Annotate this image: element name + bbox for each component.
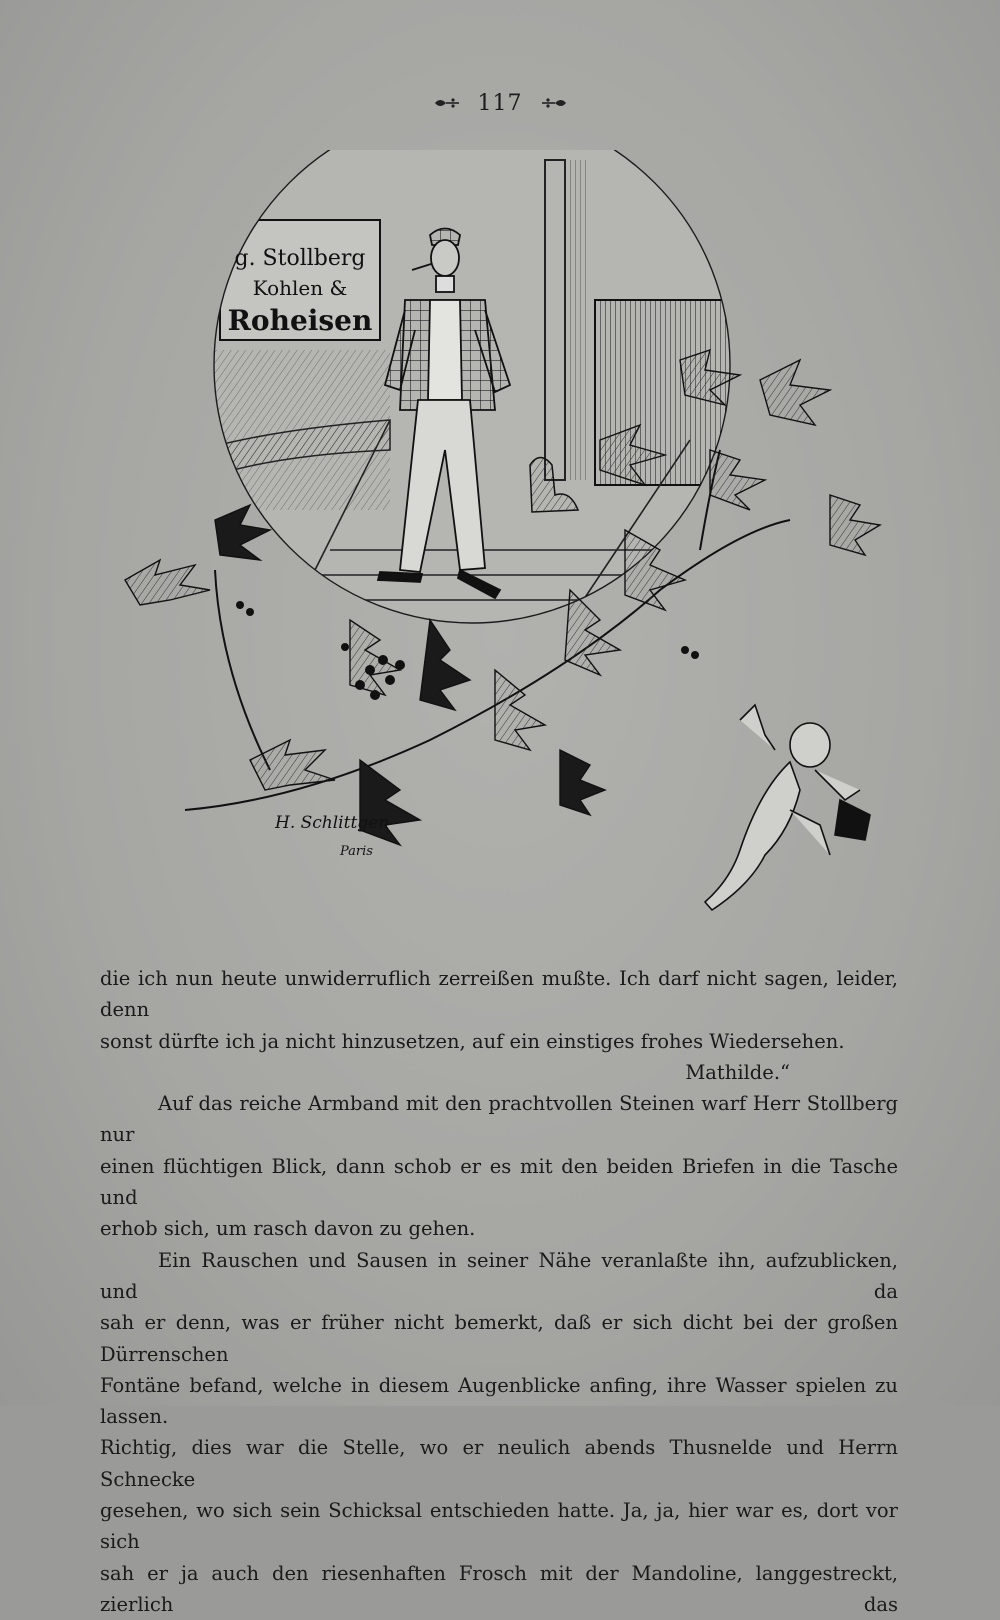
right-ornament-icon [541,96,567,110]
text-line: die ich nun heute unwiderruflich zerreißen mußte. Ich darf nicht sagen, leider, denn [100,967,898,1022]
paragraph-line: erhob sich, um rasch davon zu gehen. [100,1217,476,1241]
page-header [0,86,1000,120]
paragraph-line: Auf das reiche Armband mit den prachtvollen Steinen warf Herr Stollberg nur [100,1092,898,1147]
engraving-illustration [100,150,900,940]
paragraph-line: gesehen, wo sich sein Schicksal entschieden hatte. Ja, ja, hier war es, dort vor sich [100,1499,898,1554]
artist-city: Paris [340,844,373,859]
paragraph-line: Richtig, dies war die Stelle, wo er neulich abends Thusnelde und Herrn Schnecke [100,1436,898,1491]
text-line: sonst dürfte ich ja nicht hinzusetzen, auf ein einstiges frohes Wiedersehen. [100,1029,845,1053]
artist-name: H. Schlittgen [275,813,390,833]
paragraph-line: Fontäne befand, welche in diesem Augenblicke anfing, ihre Wasser spielen zu lassen. [100,1373,898,1429]
cherub-figure [705,705,870,910]
artist-signature [274,813,389,859]
sign-line-2: Kohlen & [252,276,348,300]
letter-signature: Mathilde.“ [685,1060,790,1084]
sign-line-1: g. Stollberg [234,246,366,271]
page-number: 117 [477,90,523,116]
paragraph-line: einen flüchtigen Blick, dann schob er es mit den beiden Briefen in die Tasche und [100,1154,898,1210]
left-ornament-icon [434,96,460,110]
page-body-text [100,963,898,1620]
paragraph-line: sah er denn, was er früher nicht bemerkt, daß er sich dicht bei der großen Dürrenschen [100,1311,898,1366]
paragraph-line: sah er ja auch den riesenhaften Frosch mit der Mandoline, langgestreckt, zierlich das [100,1561,898,1616]
paragraph-line: Ein Rauschen und Sausen in seiner Nähe veranlaßte ihn, aufzublicken, und da [100,1248,898,1303]
sign-line-3: Roheisen [227,304,373,337]
